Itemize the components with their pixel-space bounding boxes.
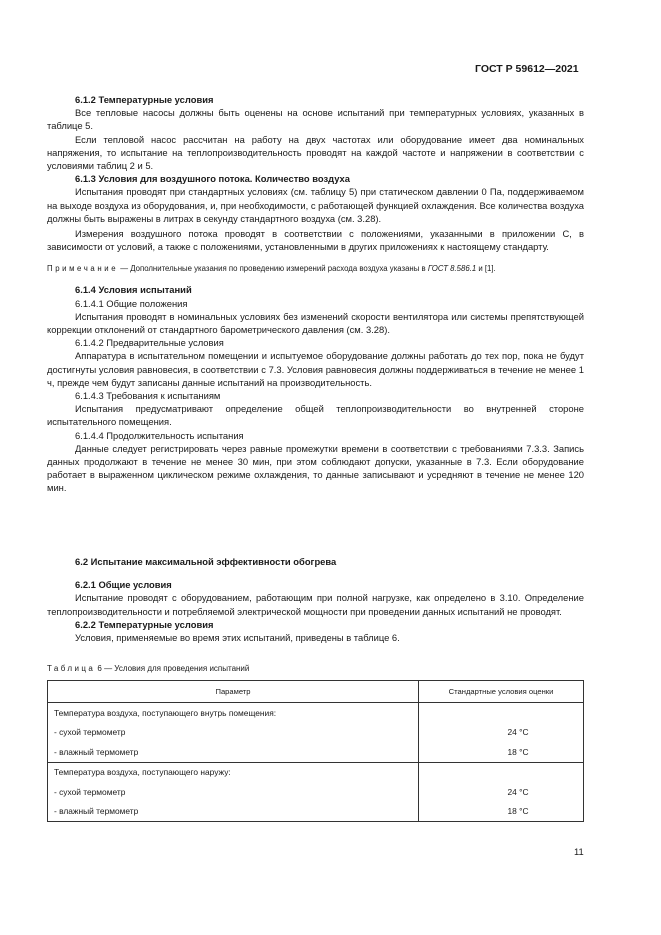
section-6-2-1-text: Испытание проводят с оборудованием, работающим при полной нагрузке, как определено в 3.10. Определение теплопроизводительности и потребляемой электрической мощности при проведении данных испытаний не проводят. xyxy=(47,592,584,617)
note-text: — Дополнительные указания по проведению измерений расхода воздуха указаны в xyxy=(118,264,428,274)
note-reference: ГОСТ 8.586.1 xyxy=(427,264,477,274)
table-row xyxy=(48,723,584,743)
section-6-1-2-title: 6.1.2 Температурные условия xyxy=(75,94,214,105)
section-6-1-4-4-title: 6.1.4.4 Продолжительность испытания xyxy=(75,429,244,441)
section-6-2-1-title: 6.2.1 Общие условия xyxy=(75,579,172,591)
table-row xyxy=(48,802,584,822)
table-caption-label: Таблица xyxy=(47,664,96,673)
group-2-label: Температура воздуха, поступающего наружу: xyxy=(48,762,419,782)
section-6-1-4-1-title: 6.1.4.1 Общие положения xyxy=(75,297,188,309)
section-6-2-title: 6.2 Испытание максимальной эффективности обогрева xyxy=(75,556,337,567)
table-row xyxy=(48,742,584,762)
table-row xyxy=(48,762,584,782)
group-1-label: Температура воздуха, поступающего внутрь помещения: xyxy=(48,703,419,723)
table-row xyxy=(48,703,584,723)
page-number: 11 xyxy=(574,846,584,857)
table-row xyxy=(48,782,584,802)
section-6-1-4-1-text: Испытания проводят в номинальных условиях без изменений скорости вентилятора или системы препятствующей коррекции отклонений от стандартного барометрического давления (см. 3.28). xyxy=(47,310,584,336)
row-value: 24 °C xyxy=(419,723,584,743)
note xyxy=(47,263,584,275)
note-tail: и [1]. xyxy=(476,264,496,274)
section-6-1-2-para-2: Если тепловой насос рассчитан на работу на двух частотах или оборудование имеет два номинальных напряжения, то испытание на теплопроизводительность проводят на каждой частоте и напряжении в соответствии с условиями таблиц 2 и 5. xyxy=(47,133,584,172)
section-6-2 xyxy=(47,555,584,644)
row-label: - влажный термометр xyxy=(48,742,419,762)
section-6-1-4-2-text: Аппаратура в испытательном помещении и испытуемое оборудование должны работать до тех пор, пока не будут достигнуты условия равновесия, в соответствии с 7.3. Условия равновесия должны поддерживаться в течение не менее 1 ч, прежде чем будут записаны данные испытаний на производительность. xyxy=(47,350,584,388)
row-label: - сухой термометр xyxy=(48,723,419,743)
section-6-1-3-title: 6.1.3 Условия для воздушного потока. Количество воздуха xyxy=(75,173,350,185)
section-6-1-4-3-text: Испытания предусматривают определение общей теплопроизводительности во внутренней стороне испытательного помещения. xyxy=(47,403,584,428)
column-header-parameter: Параметр xyxy=(48,681,419,703)
table-caption-text: 6 — Условия для проведения испытаний xyxy=(97,664,250,673)
section-6-1-4-3-title: 6.1.4.3 Требования к испытаниям xyxy=(75,390,221,402)
section-6-2-2-title: 6.2.2 Температурные условия xyxy=(75,618,214,630)
conditions-table xyxy=(47,680,584,822)
section-6-1-3-para-1: Испытания проводят при стандартных условиях (см. таблицу 5) при статическом давлении 0 Па, поддерживаемом на выходе воздуха из оборудования, и, при необходимости, с работающей функцией охлаждения. Все количества воздуха должны быть выражены в литрах в секунду стандартного воздуха (см. 3.28). xyxy=(47,186,584,224)
row-value: 18 °C xyxy=(419,802,584,822)
section-6-2-2-text: Условия, применяемые во время этих испытаний, приведены в таблице 6. xyxy=(75,632,400,644)
row-value: 24 °C xyxy=(419,782,584,802)
row-label: - сухой термометр xyxy=(48,782,419,802)
table-caption xyxy=(47,664,249,673)
document-code: ГОСТ Р 59612—2021 xyxy=(475,63,579,75)
row-label: - влажный термометр xyxy=(48,802,419,822)
main-text xyxy=(47,93,584,495)
section-6-1-4-4-text: Данные следует регистрировать через равные промежутки времени в соответствии с требованиями 7.3.3. Запись данных продолжают в течение не менее 30 мин, при этом соблюдают допуски, указанные в 7.3. Если оборудование работает в выраженном циклическом режиме охлаждения, то данные записывают и усредняют в течение не менее 120 мин. xyxy=(47,442,584,494)
section-6-1-3-para-2: Измерения воздушного потока проводят в соответствии с положениями, указанными в приложении С, в зависимости от условий, а также с положениями, установленными в других приложениях к настоящему стандарту. xyxy=(47,228,584,253)
section-6-1-2-para-1: Все тепловые насосы должны быть оценены на основе испытаний при температурных условиях, указанных в таблице 5. xyxy=(47,107,584,132)
section-6-1-4-2-title: 6.1.4.2 Предварительные условия xyxy=(75,337,224,349)
column-header-conditions: Стандартные условия оценки xyxy=(419,681,584,703)
section-6-1-4-title: 6.1.4 Условия испытаний xyxy=(75,284,192,296)
row-value: 18 °C xyxy=(419,742,584,762)
note-label: Примечание xyxy=(47,264,119,274)
